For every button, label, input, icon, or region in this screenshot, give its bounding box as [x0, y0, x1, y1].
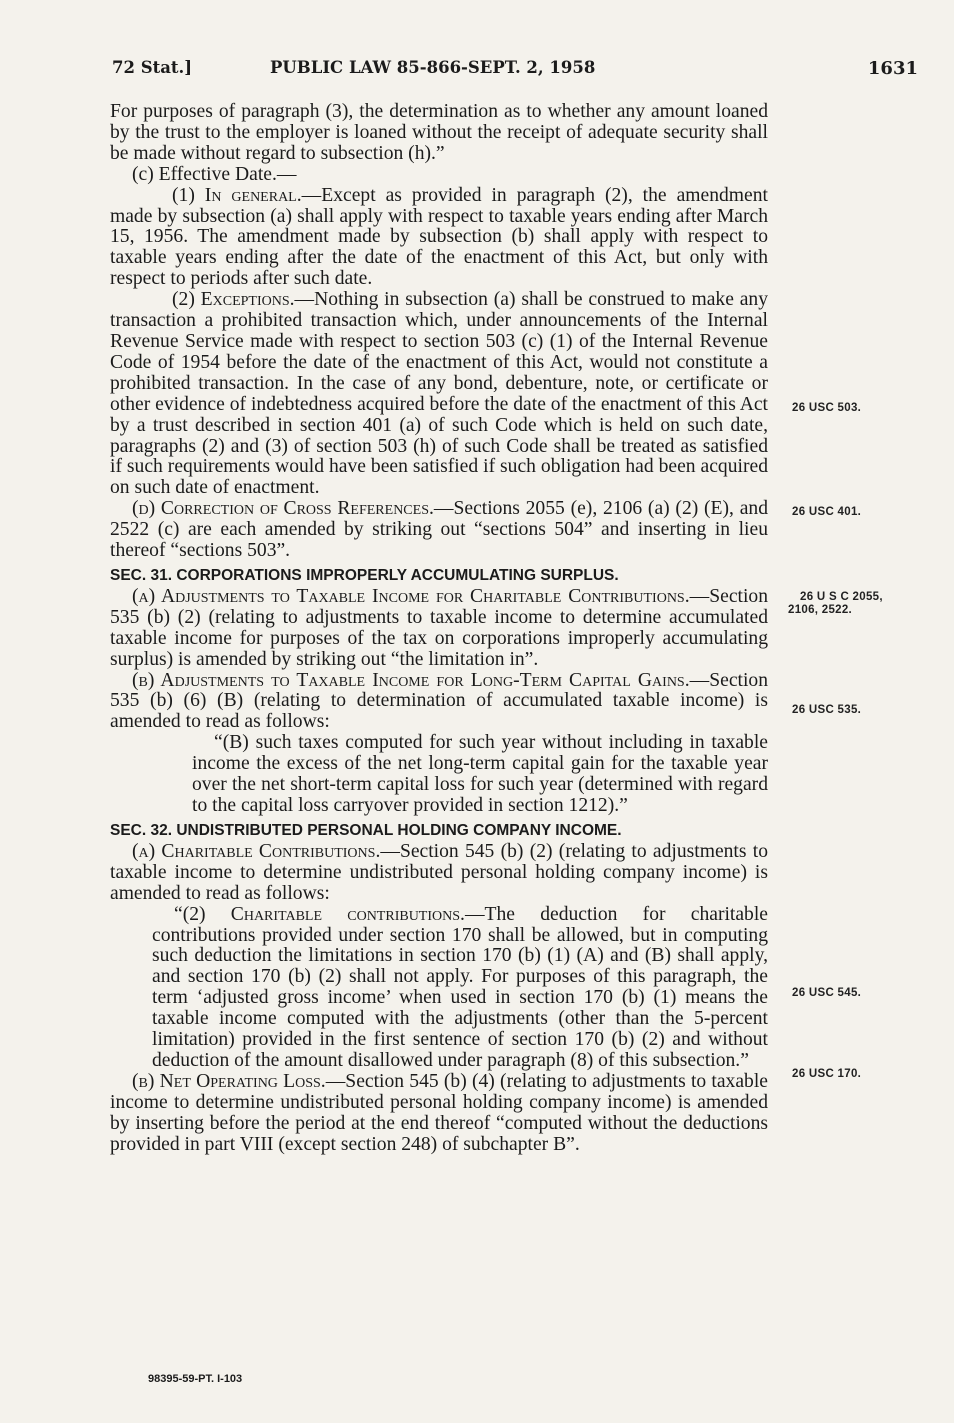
print-job-number: 98395-59-PT. I-103 — [148, 1373, 243, 1385]
section-31-heading: SEC. 31. CORPORATIONS IMPROPERLY ACCUMULATING SURPLUS. — [110, 566, 619, 584]
section-32-a-quote-open: “(2) — [174, 903, 231, 925]
section-32-heading: SEC. 32. UNDISTRIBUTED PERSONAL HOLDING COMPANY INCOME. — [110, 821, 622, 839]
margin-note-170: 26 USC 170. — [792, 1068, 862, 1080]
section-32-b-text: —Section 545 (b) (4) (relating to adjustments to taxable income to determine undistributed personal holding company income) is amended by inserting before the period at the end thereof “computed without the deductions provided in part VIII (except section 248) of subchapter B”. — [110, 1070, 768, 1155]
section-32-b-lead: (b) Net Operating Loss. — [132, 1070, 326, 1092]
running-header — [112, 58, 918, 84]
paragraph-continuation: For purposes of paragraph (3), the determination as to whether any amount loaned by the trust to the employer is loaned without the receipt of adequate security shall be made without regard to subsection (h).” — [110, 101, 768, 164]
subsection-c-heading — [110, 165, 768, 186]
statute-text — [110, 102, 768, 1156]
margin-note-535: 26 USC 535. — [792, 704, 862, 716]
section-31-a — [110, 587, 768, 671]
margin-note-2055 — [788, 591, 883, 617]
section-31-b-text: —Section 535 (b) (6) (B) (relating to determination of accumulated taxable income) is amended to read as follows: — [110, 669, 768, 733]
paragraph-c2 — [110, 290, 768, 499]
subsection-d — [110, 499, 768, 562]
section-32-a-text: —Section 545 (b) (2) (relating to adjustments to taxable income to determine undistributed personal holding company income) is amended to read as follows: — [110, 840, 768, 904]
paragraph-c1 — [110, 186, 768, 291]
subsection-c-heading-text: (c) Effective Date.— — [132, 163, 297, 185]
subsection-d-text: —Sections 2055 (e), 2106 (a) (2) (E), and 2522 (c) are each amended by striking out “sections 504” and inserting in lieu thereof “sections 503”. — [110, 498, 768, 562]
margin-note-401: 26 USC 401. — [792, 506, 862, 518]
margin-note-503: 26 USC 503. — [792, 402, 862, 414]
section-31-b-lead: (b) Adjustments to Taxable Income for Long-Term Capital Gains. — [132, 669, 690, 691]
section-32-b — [110, 1072, 768, 1156]
paragraph-c2-lead: (2) Exceptions. — [172, 289, 295, 311]
section-32-a-lead: (a) Charitable Contributions. — [132, 840, 381, 862]
section-31-a-text: —Section 535 (b) (2) (relating to adjustments to taxable income to determine accumulated taxable income for purposes of the tax on corporations improperly accumulating surplus) is amended by striking out “the limitation in”. — [110, 585, 768, 670]
paragraph-c2-text: —Nothing in subsection (a) shall be construed to make any transaction a prohibited transaction which, under announcements of the Internal Revenue Service made with respect to section 503 (c) (1) of the Internal Revenue Code of 1954 before the date of the enactment of this Act, would not constitute a prohibited transaction. In the case of any bond, debenture, note, or certificate or other evidence of indebtedness acquired before the date of the enactment of this Act by a trust described in section 401 (a) of such Code which is held on such date, paragraphs (2) and (3) of section 503 (h) of such Code shall be treated as satisfied if such requirements would have been satisfied if such obligation had been acquired on such date of enactment. — [110, 289, 769, 499]
margin-note-545: 26 USC 545. — [792, 987, 862, 999]
section-32-a-quote-lead: Charitable contributions. — [230, 903, 465, 925]
subsection-d-lead: (d) Correction of Cross References. — [132, 498, 434, 520]
section-32-a — [110, 842, 768, 905]
page-number: 1631 — [867, 58, 918, 79]
paragraph-c1-text: —Except as provided in paragraph (2), the amendment made by subsection (a) shall apply with respect to taxable years ending after March 15, 1956. The amendment made by subsection (b) shall apply with respect to taxable years ending after the date of the enactment of this Act, but only with respect to periods after such date. — [110, 184, 768, 290]
section-31-b-quote: “(B) such taxes computed for such year without including in taxable income the excess of the net long-term capital gain for the taxable year over the net short-term capital loss for such year (determined with regard to the capital loss carryover provided in section 1212).” — [192, 732, 768, 816]
paragraph-c1-lead: (1) In general. — [172, 184, 302, 206]
margin-note-2055-line2: 2106, 2522. — [788, 604, 853, 616]
section-31-b — [110, 671, 768, 734]
statute-volume: 72 Stat.] — [112, 58, 193, 77]
section-31-a-lead: (a) Adjustments to Taxable Income for Charitable Contributions. — [132, 585, 690, 607]
section-32-a-quote-text: —The deduction for charitable contributions provided under section 170 shall be allowed, but in computing such deduction the limitations in section 170 (b) (1) (A) and (B) shall apply, and section 170 (b) (2) shall not apply. For purposes of this paragraph, the term ‘adjusted gross income’ when used in section 170 (b) (1) means the taxable income computed with the adjustments (other than the 5-percent limitation) provided in the first sentence of section 170 (b) (2) and without deduction of the amount disallowed under paragraph (8) of this subsection.” — [152, 903, 768, 1071]
margin-note-2055-line1: 26 U S C 2055, — [800, 591, 883, 603]
law-title: PUBLIC LAW 85-866-SEPT. 2, 1958 — [270, 58, 596, 77]
section-32-a-quote — [110, 905, 768, 1072]
